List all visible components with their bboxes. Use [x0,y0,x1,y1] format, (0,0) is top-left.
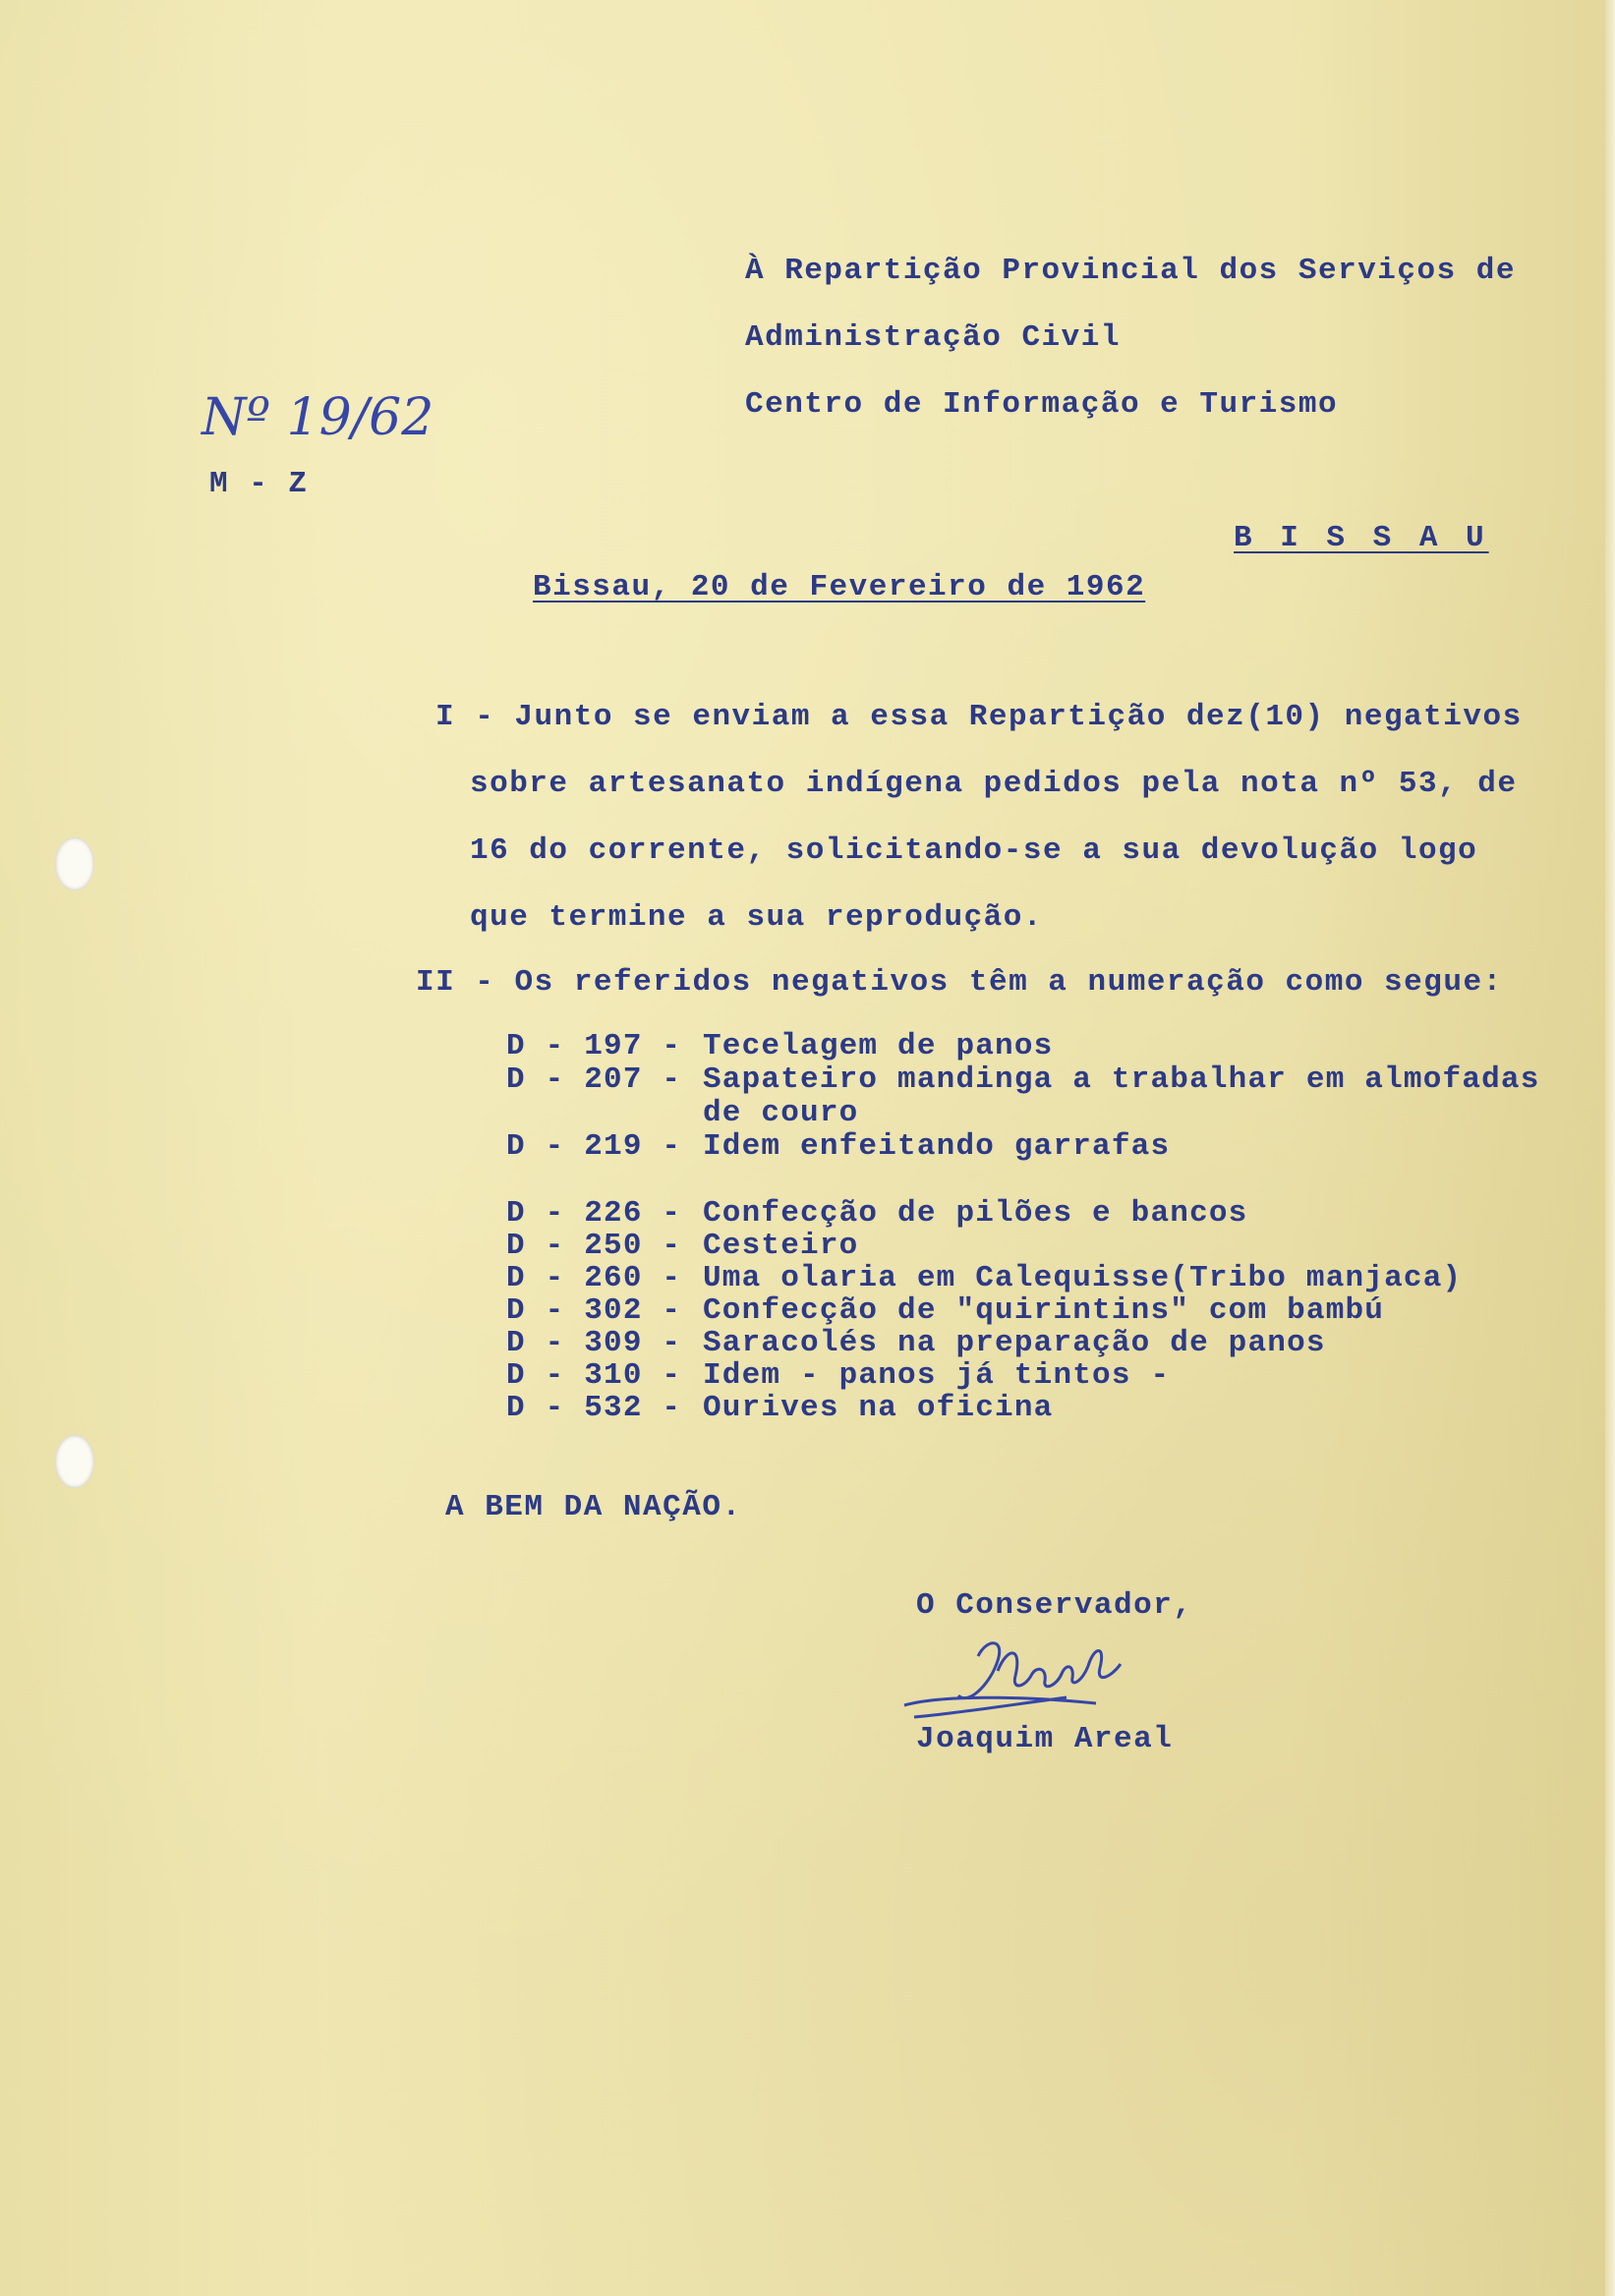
negative-description: Sapateiro mandinga a trabalhar em almofadas [703,1062,1540,1097]
paragraph-1-line-3: 16 do corrente, solicitando-se a sua devolução logo [470,833,1478,868]
list-item [506,1096,858,1130]
recipient-line-1: À Repartição Provincial dos Serviços de [745,254,1517,288]
negative-code: D - 250 - [506,1229,682,1263]
negative-code: D - 309 - [506,1326,682,1360]
signature-name: Joaquim Areal [916,1722,1174,1756]
negative-description: de couro [703,1096,859,1130]
negative-description: Cesteiro [703,1229,859,1263]
paragraph-2: II - Os referidos negativos têm a numeração como segue: [416,965,1503,1000]
negative-description: Uma olaria em Calequisse(Tribo manjaca) [703,1261,1463,1295]
paragraph-1-line-1: I - Junto se enviam a essa Repartição dez(10) negativos [435,700,1523,734]
negative-description: Saracolés na preparação de panos [703,1326,1326,1360]
punch-hole-top [55,837,94,890]
negative-code: D - 310 - [506,1358,682,1393]
page-edge [1605,0,1615,2296]
list-item [506,1129,1170,1164]
negative-code: D - 532 - [506,1391,682,1425]
negative-code: D - 260 - [506,1261,682,1295]
negative-code: D - 207 - [506,1062,682,1097]
date-line: Bissau, 20 de Fevereiro de 1962 [533,570,1146,604]
negative-code: D - 219 - [506,1129,682,1164]
signature-scrawl [899,1627,1155,1735]
list-item [506,1261,1462,1295]
reference-code: M - Z [209,467,309,501]
negative-description: Ourives na oficina [703,1391,1054,1425]
recipient-line-3: Centro de Informação e Turismo [745,387,1339,422]
handwritten-reference-number: Nº 19/62 [202,388,434,447]
list-item [506,1062,1540,1097]
negative-description: Confecção de pilões e bancos [703,1196,1248,1231]
paragraph-1-line-2: sobre artesanato indígena pedidos pela nota nº 53, de [470,767,1518,801]
negative-description: Confecção de "quirintins" com bambú [703,1293,1385,1328]
list-item [506,1358,1170,1393]
signature-title: O Conservador, [916,1588,1193,1623]
list-item [506,1196,1248,1231]
negative-code: D - 226 - [506,1196,682,1231]
list-item [506,1293,1384,1328]
list-item [506,1029,1053,1063]
closing-salutation: A BEM DA NAÇÃO. [445,1490,742,1524]
negative-code: D - 302 - [506,1293,682,1328]
negative-description: Idem enfeitando garrafas [703,1129,1171,1164]
paragraph-1-line-4: que termine a sua reprodução. [470,900,1043,935]
recipient-line-2: Administração Civil [745,320,1121,355]
list-item [506,1326,1326,1360]
negative-code: D - 197 - [506,1029,682,1063]
negative-description: Tecelagem de panos [703,1029,1054,1063]
recipient-city: B I S S A U [1234,521,1489,555]
list-item [506,1391,1053,1425]
punch-hole-bottom [55,1435,94,1488]
negative-description: Idem - panos já tintos - [703,1358,1171,1393]
list-item [506,1229,858,1263]
